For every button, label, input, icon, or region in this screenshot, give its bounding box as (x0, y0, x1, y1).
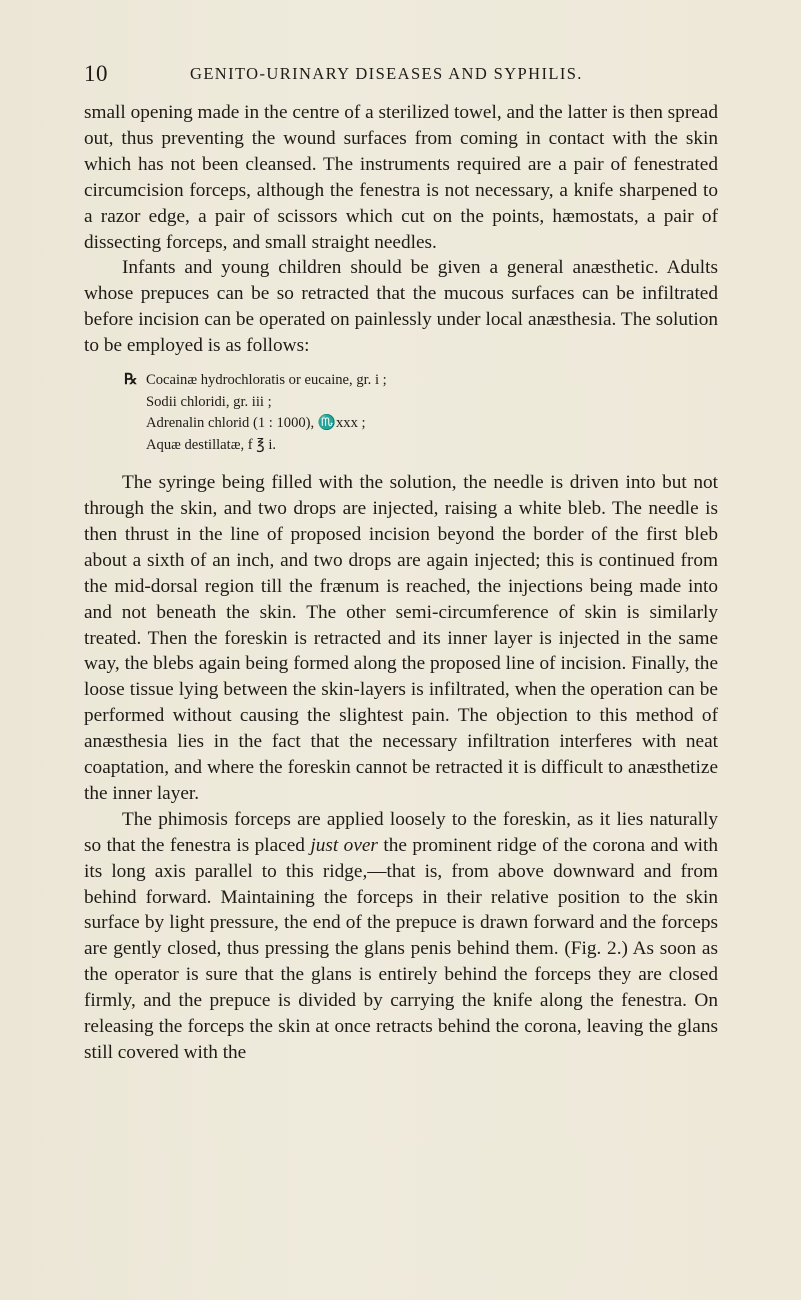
prescription-line: Aquæ destillatæ, f ℥ i. (146, 436, 277, 453)
page-header (0, 61, 801, 89)
paragraph-continuation: small opening made in the centre of a sterilized towel, and the latter is then spread out, thus preventing the wound surfaces from coming in contact with the skin which has not been cleansed. The instruments required are a pair of fenestrated circumcision forceps, although the fenestra is not necessary, a knife sharpened to a razor edge, a pair of scissors which cut on the points, hæmostats, a pair of dissecting forceps, and small straight needles. (84, 102, 718, 253)
paragraph-anaesthesia: Infants and young children should be given a general anæsthetic. Adults whose prepuces can be so retracted that the mucous surfaces can be infiltrated before incision can be operated on painlessly under local anæsthesia. The solution to be employed is as follows: (84, 257, 718, 357)
prescription-formula (84, 370, 718, 456)
page-number: 10 (84, 61, 108, 86)
paragraph-text: The phimosis forceps are applied loosely to the foreskin, as it lies naturally so that the fenestra is placed (84, 808, 718, 856)
paragraph-injection-method: The syringe being filled with the solution, the needle is driven into but not through the skin, and two drops are injected, raising a white bleb. The needle is then thrust in the line of proposed incision beyond the border of the first bleb about a sixth of an inch, and two drops are again injected; this is continued from the mid-dorsal region till the frænum is reached, the injections being made into and not beneath the skin. The other semi-circumference of skin is similarly treated. Then the foreskin is retracted and its inner layer is injected in the same way, the blebs again being formed along the proposed line of incision. Finally, the loose tissue lying between the skin-layers is infiltrated, when the operation can be performed without causing the slightest pain. The objection to this method of anæsthesia lies in the fact that the necessary infiltration interferes with neat coaptation, and where the foreskin cannot be retracted it is difficult to anæsthetize the inner layer. (84, 472, 718, 804)
prescription-line: Sodii chloridi, gr. iii ; (146, 393, 272, 410)
prescription-line: Adrenalin chlorid (1 : 1000), ♏xxx ; (146, 415, 366, 432)
emphasis-text: just over (310, 834, 378, 856)
running-title: GENITO-URINARY DISEASES AND SYPHILIS. (190, 64, 583, 83)
prescription-symbol: ℞ (124, 372, 138, 389)
body-text (84, 100, 718, 1066)
paragraph-text: the prominent ridge of the corona and with its long axis parallel to this ridge,—that is, from above downward and from behind forward. Maintaining the forceps in their relative position to the skin surface by light pressure, the end of the prepuce is drawn forward and the forceps are gently closed, thus pressing the glans penis behind them. (Fig. 2.) As soon as the operator is sure that the glans is entirely behind the forceps they are closed firmly, and the prepuce is divided by carrying the knife along the fenestra. On releasing the forceps the skin at once retracts behind the corona, leaving the glans still covered with the (84, 834, 718, 1063)
paragraph-forceps (84, 807, 718, 1066)
prescription-line: Cocainæ hydrochloratis or eucaine, gr. i ; (146, 372, 387, 389)
